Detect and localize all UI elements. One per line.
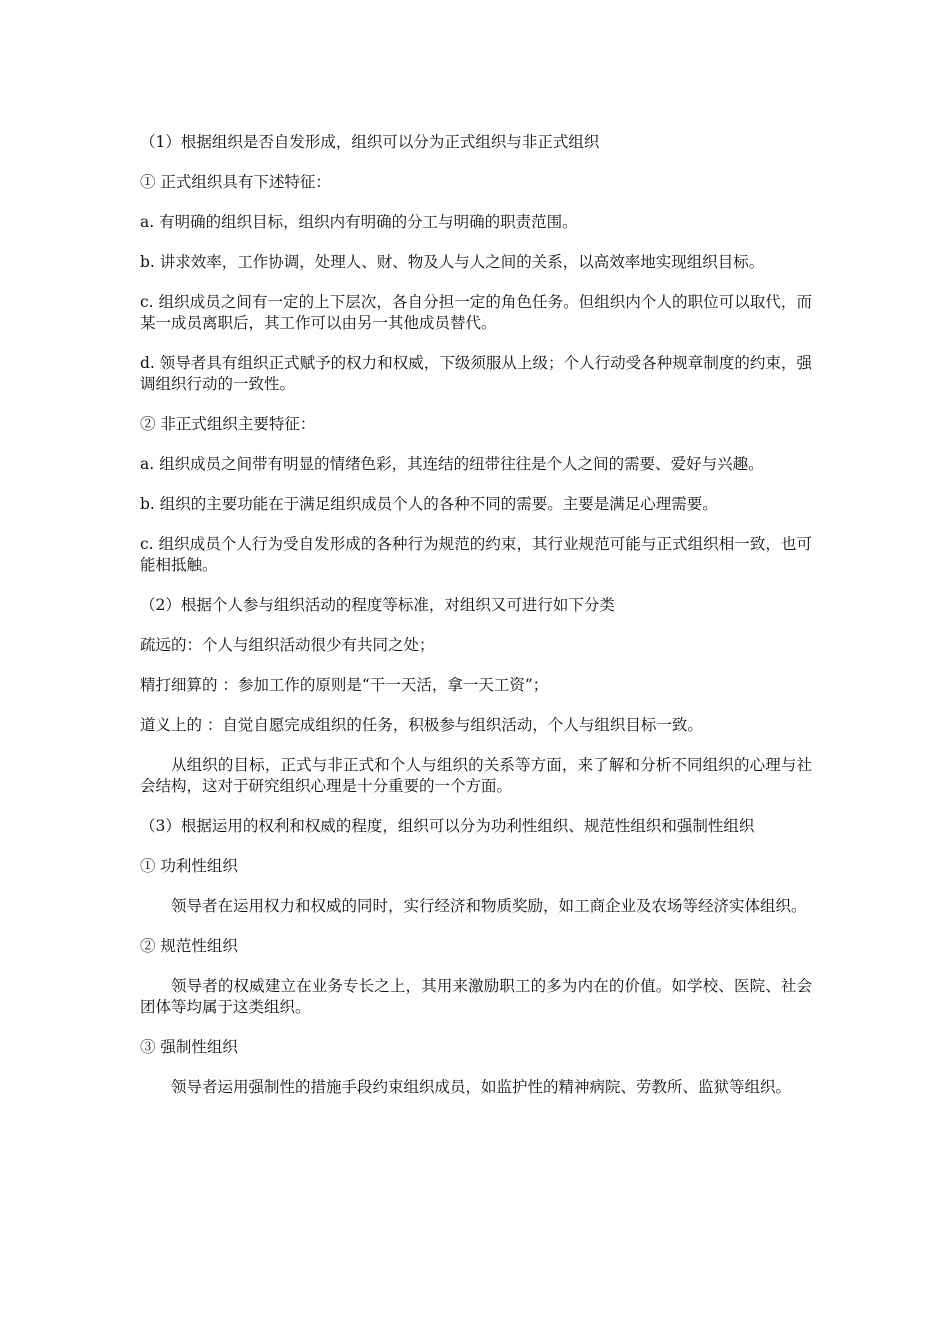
subheading-informal-organization: ② 非正式组织主要特征： [140, 415, 316, 433]
heading-section-3: （3）根据运用的权利和权威的程度，组织可以分为功利性组织、规范性组织和强制性组织 [140, 817, 755, 835]
paragraph-alienative: 疏远的：个人与组织活动很少有共同之处； [140, 636, 435, 654]
list-item-informal-b: b. 组织的主要功能在于满足组织成员个人的各种不同的需要。主要是满足心理需要。 [140, 495, 718, 513]
list-item-formal-c: c. 组织成员之间有一定的上下层次，各自分担一定的角色任务。但组织内个人的职位可以取代，而某一成员离职后，其工作可以由另一其他成员替代。 [140, 293, 812, 332]
document-body [140, 132, 812, 1117]
list-item-formal-b: b. 讲求效率，工作协调，处理人、财、物及人与人之间的关系，以高效率地实现组织目标。 [140, 253, 765, 271]
subheading-formal-organization: ① 正式组织具有下述特征： [140, 173, 331, 191]
paragraph-moral: 道义上的 ：自觉自愿完成组织的任务，积极参与组织活动，个人与组织目标一致。 [140, 716, 703, 734]
heading-section-2: （2）根据个人参与组织活动的程度等标准，对组织又可进行如下分类 [140, 596, 615, 614]
list-item-informal-c: c. 组织成员个人行为受自发形成的各种行为规范的约束，其行业规范可能与正式组织相一致，也可能相抵触。 [140, 535, 812, 574]
list-item-informal-a: a. 组织成员之间带有明显的情绪色彩，其连结的纽带往往是个人之间的需要、爱好与兴趣。 [140, 455, 764, 473]
paragraph-normative: 领导者的权威建立在业务专长之上，其用来激励职工的多为内在的价值。如学校、医院、社会团体等均属于这类组织。 [140, 977, 812, 1016]
subheading-coercive: ③ 强制性组织 [140, 1038, 238, 1056]
list-item-formal-d: d. 领导者具有组织正式赋予的权力和权威，下级须服从上级；个人行动受各种规章制度的约束，强调组织行动的一致性。 [140, 354, 812, 393]
subheading-utilitarian: ① 功利性组织 [140, 857, 238, 875]
heading-section-1: （1）根据组织是否自发形成，组织可以分为正式组织与非正式组织 [140, 133, 600, 151]
paragraph-calculative: 精打细算的 ：参加工作的原则是“干一天活，拿一天工资”； [140, 676, 549, 694]
paragraph-coercive: 领导者运用强制性的措施手段约束组织成员，如监护性的精神病院、劳教所、监狱等组织。 [171, 1078, 792, 1096]
subheading-normative: ② 规范性组织 [140, 937, 238, 955]
paragraph-utilitarian: 领导者在运用权力和权威的同时，实行经济和物质奖励，如工商企业及农场等经济实体组织。 [171, 897, 807, 915]
list-item-formal-a: a. 有明确的组织目标，组织内有明确的分工与明确的职责范围。 [140, 213, 578, 231]
paragraph-summary: 从组织的目标，正式与非正式和个人与组织的关系等方面，来了解和分析不同组织的心理与社会结构，这对于研究组织心理是十分重要的一个方面。 [140, 756, 812, 795]
